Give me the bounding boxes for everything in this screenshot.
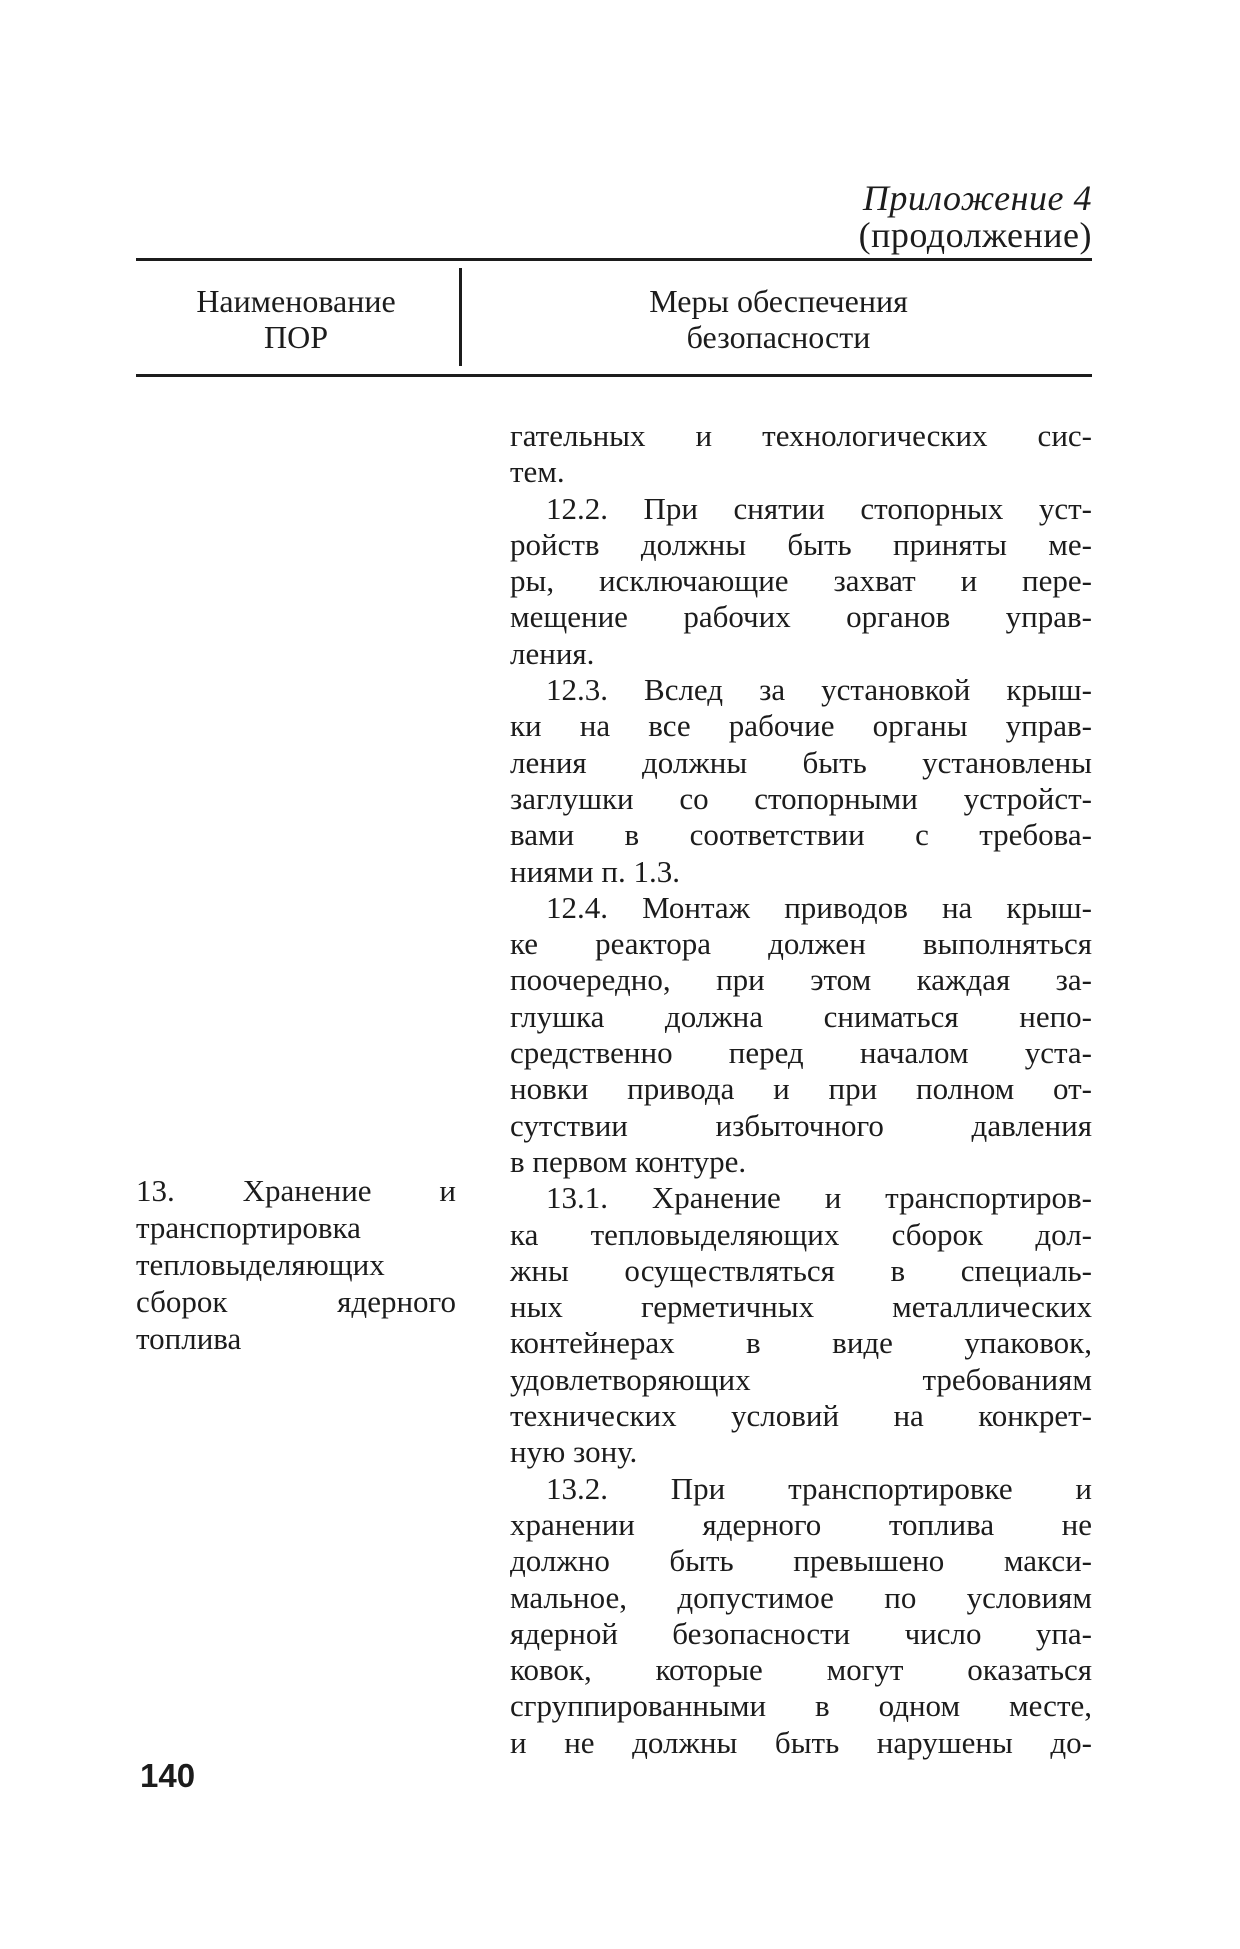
column-header-measures-line: Меры обеспечения — [649, 283, 908, 319]
measures-text-line: 13.1. Хранение и транспортиров- — [546, 1180, 1092, 1216]
name-text-line: 13. Хранение и — [136, 1173, 456, 1208]
measures-text-line: 13.2. При транспортировке и — [546, 1470, 1092, 1506]
name-text-line: тепловыделяющих — [136, 1247, 385, 1282]
measures-text-line: сгруппированными в одном месте, — [510, 1688, 1092, 1724]
measures-column — [510, 418, 1092, 1761]
measures-text-line: заглушки со стопорными устройст- — [510, 780, 1092, 816]
measures-text-line: мальное, допустимое по условиям — [510, 1579, 1092, 1615]
measures-text-line: 12.4. Монтаж приводов на крыш- — [546, 889, 1092, 925]
names-column — [136, 1172, 456, 1357]
measures-text-line: ке реактора должен выполняться — [510, 926, 1092, 962]
measures-text-line: гательных и технологических сис- — [510, 418, 1092, 453]
measures-text-line: ройств должны быть приняты ме- — [510, 526, 1092, 562]
measures-text-line: ниями п. 1.3. — [510, 853, 680, 889]
measures-text-line: глушка должна сниматься непо- — [510, 998, 1092, 1034]
measures-text-line: удовлетворяющих требованиям — [510, 1361, 1092, 1397]
measures-text-line: ных герметичных металлических — [510, 1289, 1092, 1325]
measures-text-line: ядерной безопасности число упа- — [510, 1615, 1092, 1651]
appendix-note: (продолжение) — [858, 215, 1092, 255]
measures-text-line: в первом контуре. — [510, 1143, 747, 1179]
column-header-name-line: ПОР — [263, 319, 328, 355]
measures-text-line: жны осуществляться в специаль- — [510, 1252, 1092, 1288]
table-top-rule — [136, 258, 1092, 261]
measures-text-line: контейнерах в виде упаковок, — [510, 1325, 1092, 1361]
measures-text-line: хранении ядерного топлива не — [510, 1506, 1092, 1542]
measures-text-line: ную зону. — [510, 1434, 638, 1470]
header-column-separator — [459, 268, 462, 366]
column-header-name — [136, 283, 456, 355]
measures-text-line: ка тепловыделяющих сборок дол- — [510, 1216, 1092, 1252]
measures-text-line: сутствии избыточного давления — [510, 1107, 1092, 1143]
measures-text-line: ковок, которые могут оказаться — [510, 1652, 1092, 1688]
column-header-name-line: Наименование — [196, 283, 396, 319]
measures-text-line: вами в соответствии с требова- — [510, 817, 1092, 853]
table-header-rule — [136, 374, 1092, 377]
measures-text-line: и не должны быть нарушены до- — [510, 1724, 1092, 1760]
measures-text-line: ры, исключающие захват и пере- — [510, 563, 1092, 599]
name-text-line: топлива — [136, 1321, 242, 1356]
measures-text-line: средственно перед началом уста- — [510, 1035, 1092, 1071]
measures-text-line: ления должны быть установлены — [510, 744, 1092, 780]
measures-text-line: мещение рабочих органов управ- — [510, 599, 1092, 635]
column-header-measures — [465, 283, 1092, 355]
measures-text-line: новки привода и при полном от- — [510, 1071, 1092, 1107]
appendix-title: Приложение 4 — [862, 178, 1092, 218]
measures-text-line: поочередно, при этом каждая за- — [510, 962, 1092, 998]
measures-text-line: ления. — [510, 635, 595, 671]
measures-text-line: ки на все рабочие органы управ- — [510, 708, 1092, 744]
measures-text-line: 12.3. Вслед за установкой крыш- — [546, 672, 1092, 708]
measures-text-line: 12.2. При снятии стопорных уст- — [546, 490, 1092, 526]
name-text-line: транспортировка — [136, 1210, 361, 1245]
appendix-heading — [859, 180, 1092, 254]
measures-text-line: технических условий на конкрет- — [510, 1398, 1092, 1434]
page-number: 140 — [140, 1757, 196, 1794]
column-header-measures-line: безопасности — [686, 319, 871, 355]
measures-text-line: тем. — [510, 454, 565, 490]
measures-text-line: должно быть превышено макси- — [510, 1543, 1092, 1579]
name-text-line: сборок ядерного — [136, 1284, 456, 1319]
